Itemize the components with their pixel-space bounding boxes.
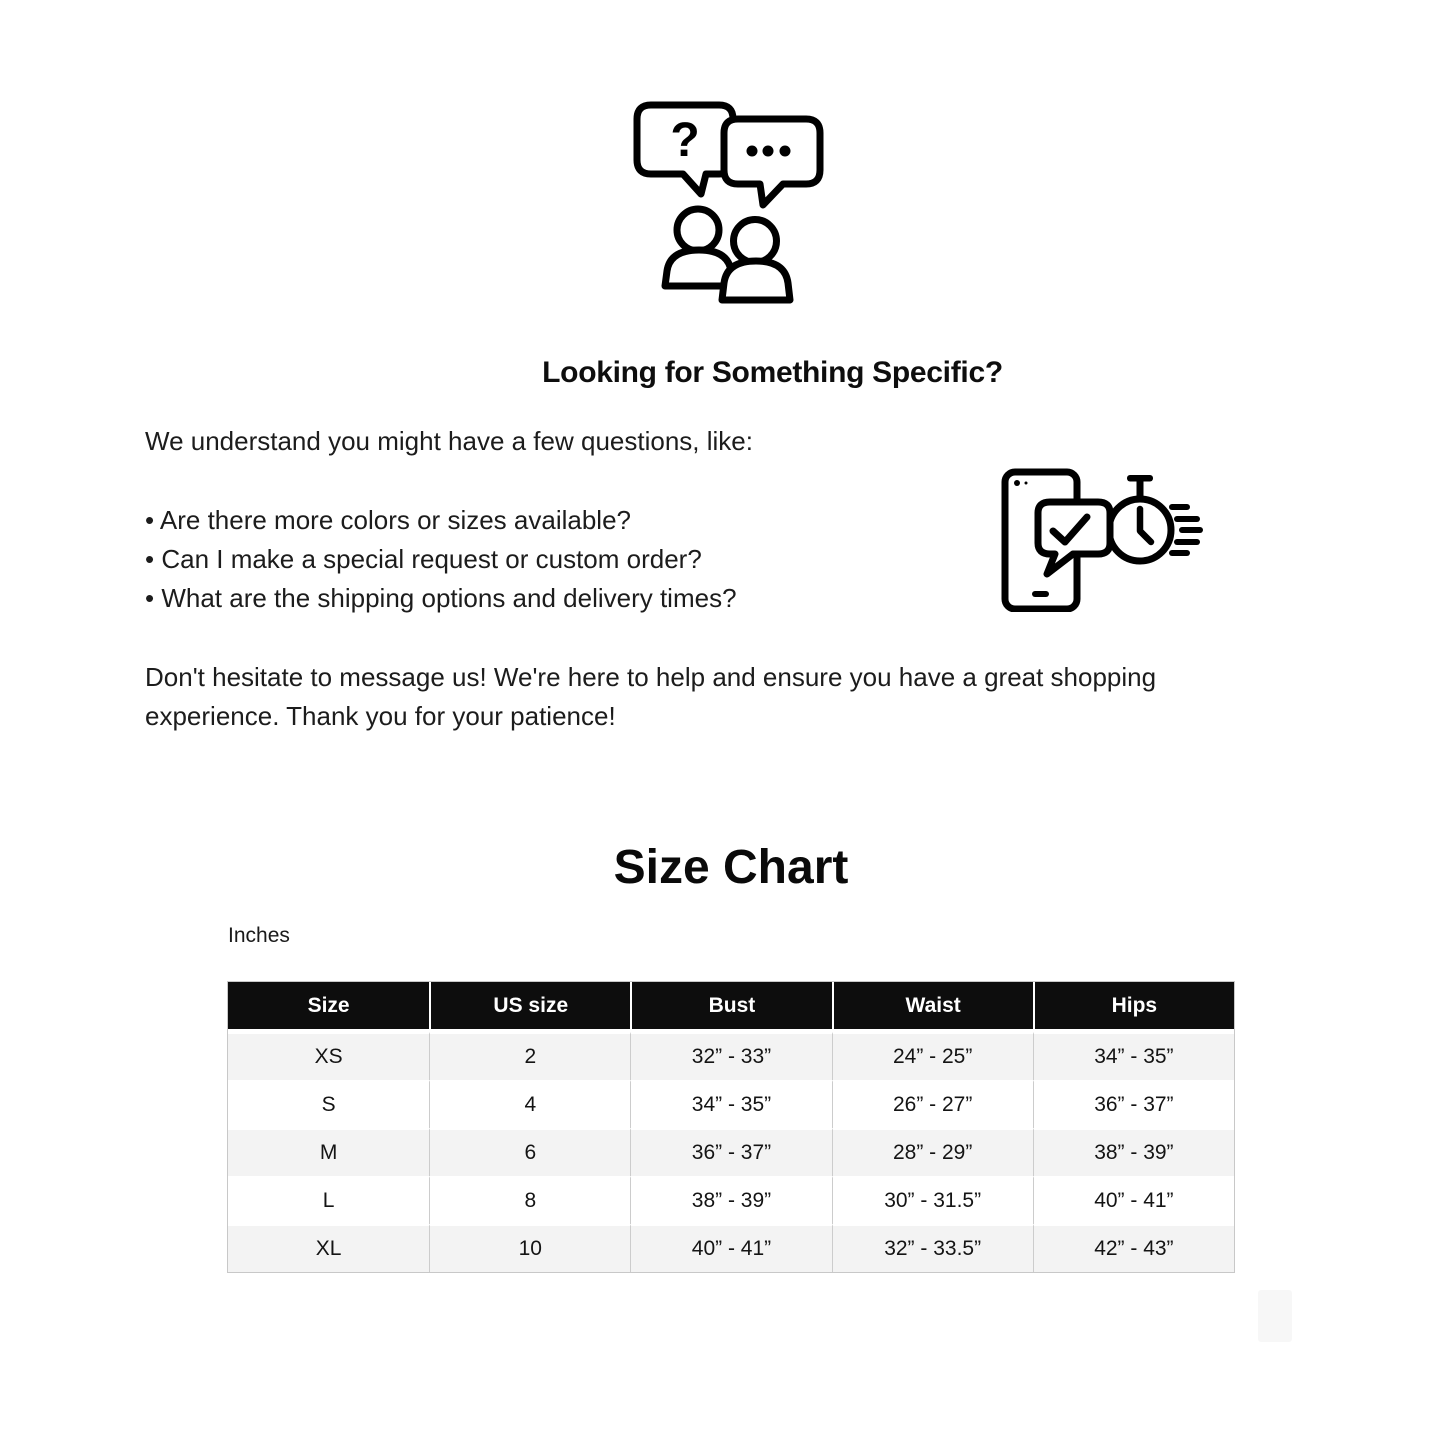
units-label: Inches [228,924,290,947]
size-cell: 34” - 35” [630,1080,831,1128]
size-cell: 2 [429,1032,630,1080]
size-cell: 42” - 43” [1033,1224,1234,1272]
size-table-body [228,1032,1234,1272]
column-header-hips: Hips [1033,982,1234,1032]
size-chart-title: Size Chart [613,841,849,894]
size-row-m [228,1128,1234,1176]
size-cell: 4 [429,1080,630,1128]
size-cell: 40” - 41” [1033,1176,1234,1224]
column-header-size: Size [228,982,429,1032]
size-row-xs [228,1032,1234,1080]
intro-outro: Don't hesitate to message us! We're here to help and ensure you have a great shopping experience. Thank you for your patience! [145,662,1157,731]
size-cell: 8 [429,1176,630,1224]
phone-home-dash [1032,591,1049,597]
speed-lines [1172,507,1200,553]
size-cell: XL [228,1224,429,1272]
typing-dots [747,146,791,157]
questions-chat-icon [630,95,826,305]
size-cell: 40” - 41” [630,1224,831,1272]
size-cell: 32” - 33” [630,1032,831,1080]
size-table-head-row [228,982,1234,1032]
stopwatch [1109,475,1171,561]
question-item: • What are the shipping options and delivery times? [145,583,737,613]
size-cell: XS [228,1032,429,1080]
size-cell: 38” - 39” [630,1176,831,1224]
size-cell: 36” - 37” [1033,1080,1234,1128]
two-people [665,209,790,300]
column-header-us-size: US size [429,982,630,1032]
size-cell: 38” - 39” [1033,1128,1234,1176]
size-cell: S [228,1080,429,1128]
question-item: • Can I make a special request or custom order? [145,544,702,574]
faint-watermark [1258,1290,1292,1342]
size-cell: 28” - 29” [832,1128,1033,1176]
phone-camera-dot [1014,480,1020,486]
size-cell: 32” - 33.5” [832,1224,1033,1272]
size-chart-table [227,981,1235,1273]
size-cell: M [228,1128,429,1176]
size-cell: 26” - 27” [832,1080,1033,1128]
size-cell: L [228,1176,429,1224]
size-cell: 6 [429,1128,630,1176]
size-row-xl [228,1224,1234,1272]
fast-reply-icon [1000,467,1205,612]
size-cell: 30” - 31.5” [832,1176,1033,1224]
question-item: • Are there more colors or sizes available? [145,505,631,535]
intro-lead: We understand you might have a few questions, like: [145,426,753,456]
size-cell: 36” - 37” [630,1128,831,1176]
column-header-bust: Bust [630,982,831,1032]
question-mark-glyph: ? [670,114,700,167]
question-list [145,501,737,618]
size-cell: 34” - 35” [1033,1032,1234,1080]
size-cell: 10 [429,1224,630,1272]
intro-heading: Looking for Something Specific? [542,356,1003,389]
size-row-s [228,1080,1234,1128]
size-row-l [228,1176,1234,1224]
size-cell: 24” - 25” [832,1032,1033,1080]
column-header-waist: Waist [832,982,1033,1032]
